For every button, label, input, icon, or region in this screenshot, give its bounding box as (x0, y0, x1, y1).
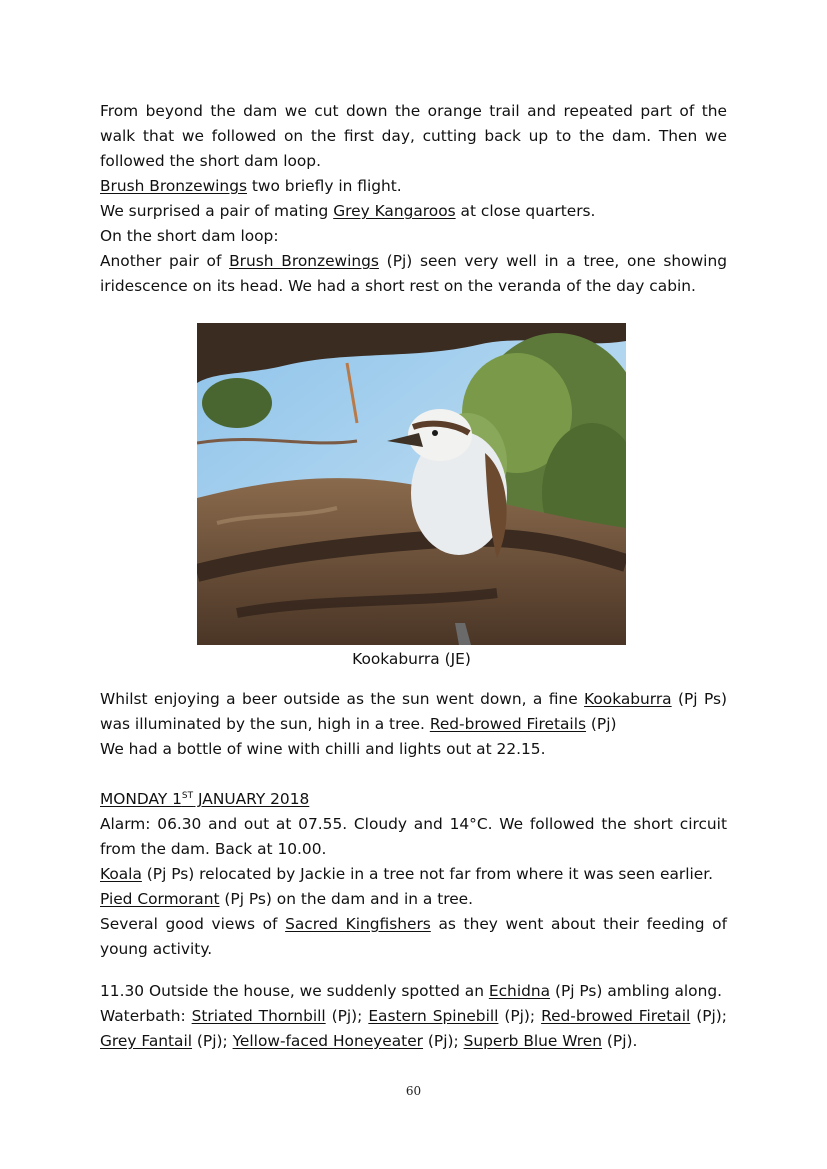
kingfisher-text-pre: Several good views of (100, 915, 286, 933)
paragraph-bronzewings-tree (100, 249, 727, 299)
kangaroo-text-post: at close quarters. (455, 202, 596, 220)
species-link-grey-fantail: Grey Fantail (100, 1032, 193, 1050)
species-link-superb-blue-wren: Superb Blue Wren (463, 1032, 603, 1050)
species-link-sacred-kingfishers: Sacred Kingfishers (285, 915, 431, 933)
species-link-koala: Koala (100, 865, 142, 883)
species-link-kookaburra: Kookaburra (584, 690, 672, 708)
waterbath-sep-5: (Pj); (423, 1032, 464, 1050)
paragraph-kangaroos (100, 199, 727, 224)
day-heading-pre: MONDAY 1 (100, 790, 182, 808)
paragraph-block-1 (100, 99, 727, 299)
species-link-striated-thornbill: Striated Thornbill (191, 1007, 326, 1025)
species-link-eastern-spinebill: Eastern Spinebill (368, 1007, 499, 1025)
photo-caption: Kookaburra (JE) (352, 650, 471, 668)
paragraph-block-2 (100, 687, 727, 762)
page-number: 60 (405, 1084, 422, 1098)
bronzewing-tree-pre: Another pair of (100, 252, 230, 270)
bronzewing-tree-post: (Pj) seen very well in a tree, one showing iridescence on its head. We had a short rest on the veranda of the day cabin. (100, 252, 727, 295)
bronzewing-flight-text: two briefly in flight. (246, 177, 402, 195)
day-heading-text (100, 790, 309, 808)
species-link-yellow-faced-honeyeater: Yellow-faced Honeyeater (232, 1032, 424, 1050)
orange-trail-text: From beyond the dam we cut down the orange trail and repeated part of the walk that we followed on the first day, cutting back up to the dam. Then we followed the short dam loop. (100, 102, 727, 170)
paragraph-block-monday (100, 787, 727, 962)
waterbath-sep-1: (Pj); (325, 1007, 369, 1025)
day-heading-post: JANUARY 2018 (193, 790, 310, 808)
kookaburra-text-pre: Whilst enjoying a beer outside as the sun went down, a fine (100, 690, 585, 708)
wine-text: We had a bottle of wine with chilli and lights out at 22.15. (100, 740, 546, 758)
waterbath-sep-3: (Pj); (690, 1007, 727, 1025)
paragraph-bronzewings-flight (100, 174, 727, 199)
paragraph-block-4 (100, 979, 727, 1054)
kookaburra-photo (197, 323, 626, 645)
kingfisher-text-post: as they went about their feeding of young activity. (100, 915, 727, 958)
waterbath-label: Waterbath: (100, 1007, 192, 1025)
paragraph-kookaburra (100, 687, 727, 737)
cormorant-text: (Pj Ps) on the dam and in a tree. (219, 890, 474, 908)
echidna-text-post: (Pj Ps) ambling along. (550, 982, 723, 1000)
species-link-red-browed-firetails: Red-browed Firetails (429, 715, 587, 733)
loop-heading-text: On the short dam loop: (100, 227, 279, 245)
day-heading-sup: ST (181, 791, 194, 801)
paragraph-kingfishers (100, 912, 727, 962)
day-heading (100, 787, 727, 812)
species-link-red-browed-firetail: Red-browed Firetail (541, 1007, 691, 1025)
kookaburra-text-mid: (Pj Ps) was illuminated by the sun, high in a tree. (100, 690, 727, 733)
kookaburra-illustration (197, 323, 626, 645)
alarm-text: Alarm: 06.30 and out at 07.55. Cloudy and 14°C. We followed the short circuit from the dam. Back at 10.00. (100, 815, 727, 858)
paragraph-echidna (100, 979, 727, 1004)
waterbath-sep-2: (Pj); (498, 1007, 542, 1025)
paragraph-koala (100, 862, 727, 887)
species-link-grey-kangaroos: Grey Kangaroos (333, 202, 456, 220)
species-link-brush-bronzewings: Brush Bronzewings (100, 177, 247, 195)
species-link-brush-bronzewings-2: Brush Bronzewings (229, 252, 379, 270)
species-link-pied-cormorant: Pied Cormorant (100, 890, 220, 908)
paragraph-wine (100, 737, 727, 762)
waterbath-sep-4: (Pj); (192, 1032, 233, 1050)
species-link-echidna: Echidna (488, 982, 551, 1000)
echidna-text-pre: 11.30 Outside the house, we suddenly spotted an (100, 982, 489, 1000)
firetail-text-post: (Pj) (586, 715, 617, 733)
kangaroo-text-pre: We surprised a pair of mating (100, 202, 334, 220)
paragraph-alarm (100, 812, 727, 862)
koala-text: (Pj Ps) relocated by Jackie in a tree not far from where it was seen earlier. (141, 865, 714, 883)
paragraph-cormorant (100, 887, 727, 912)
waterbath-end: (Pj). (602, 1032, 638, 1050)
paragraph-orange-trail (100, 99, 727, 174)
paragraph-loop-heading (100, 224, 727, 249)
paragraph-waterbath (100, 1004, 727, 1054)
